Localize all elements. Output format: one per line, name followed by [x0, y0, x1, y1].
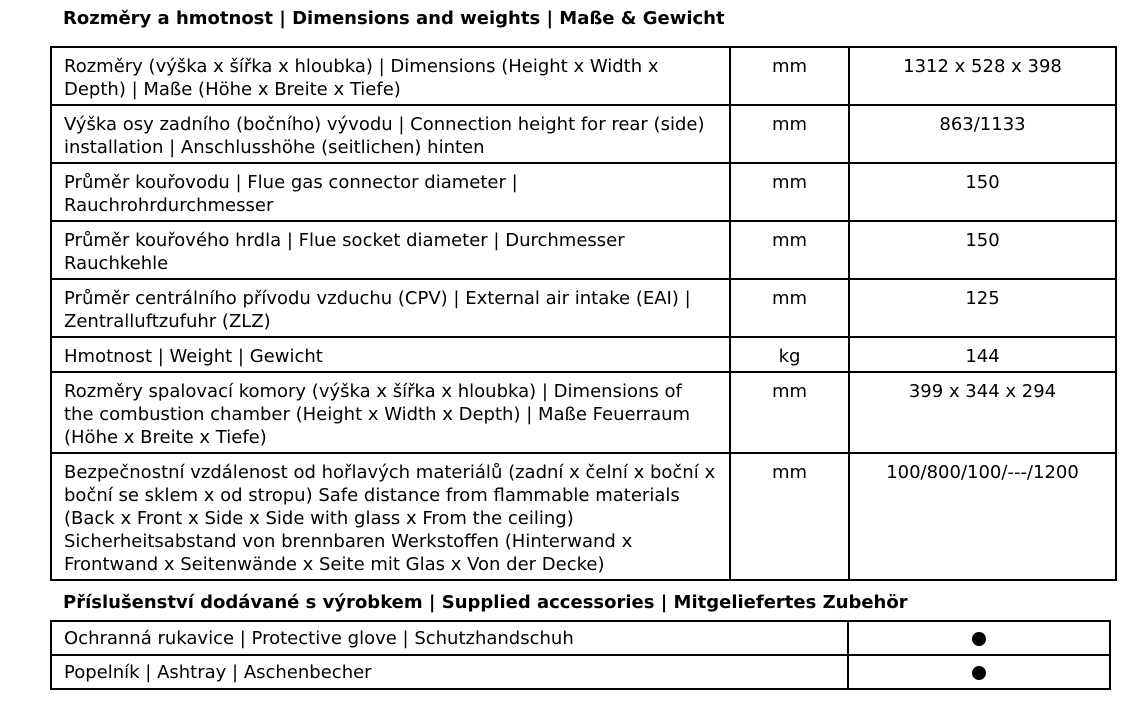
row-label: Průměr kouřového hrdla | Flue socket diameter | Durchmesser Rauchkehle — [51, 221, 730, 279]
row-value: 399 x 344 x 294 — [849, 372, 1116, 453]
row-label: Průměr centrálního přívodu vzduchu (CPV) | External air intake (EAI) | Zentralluftzufuhr (ZLZ) — [51, 279, 730, 337]
row-label: Rozměry spalovací komory (výška x šířka x hloubka) | Dimensions of the combustion chamber (Height x Width x Depth) | Maße Feuerraum (Höhe x Breite x Tiefe) — [51, 372, 730, 453]
accessory-label: Ochranná rukavice | Protective glove | Schutzhandschuh — [51, 621, 848, 655]
row-value: 1312 x 528 x 398 — [849, 47, 1116, 105]
table-row — [51, 453, 1116, 580]
row-unit: mm — [730, 163, 849, 221]
accessory-included-cell — [848, 655, 1110, 689]
dimensions-table — [50, 46, 1117, 581]
table-row — [51, 621, 1110, 655]
dimensions-heading: Rozměry a hmotnost | Dimensions and weights | Maße & Gewicht — [63, 8, 725, 29]
table-row — [51, 105, 1116, 163]
row-unit: kg — [730, 337, 849, 372]
accessories-heading: Příslušenství dodávané s výrobkem | Supplied accessories | Mitgeliefertes Zubehör — [63, 592, 908, 613]
row-unit: mm — [730, 47, 849, 105]
row-label: Rozměry (výška x šířka x hloubka) | Dimensions (Height x Width x Depth) | Maße (Höhe x Breite x Tiefe) — [51, 47, 730, 105]
row-unit: mm — [730, 279, 849, 337]
row-value: 144 — [849, 337, 1116, 372]
row-label: Výška osy zadního (bočního) vývodu | Connection height for rear (side) installation | Anschlusshöhe (seitlichen) hinten — [51, 105, 730, 163]
row-label: Bezpečnostní vzdálenost od hořlavých materiálů (zadní x čelní x boční x boční se sklem x od stropu) Safe distance from flammable materials (Back x Front x Side x Side with glass x From the ceiling) Sicherheitsabstand von brennbaren Werkstoffen (Hinterwand x Frontwand x Seitenwände x Seite mit Glas x Von der Decke) — [51, 453, 730, 580]
row-unit: mm — [730, 105, 849, 163]
row-value: 125 — [849, 279, 1116, 337]
filled-circle-icon — [972, 632, 986, 646]
accessory-included-cell — [848, 621, 1110, 655]
filled-circle-icon — [972, 666, 986, 680]
table-row — [51, 47, 1116, 105]
accessory-label: Popelník | Ashtray | Aschenbecher — [51, 655, 848, 689]
row-unit: mm — [730, 221, 849, 279]
row-label: Průměr kouřovodu | Flue gas connector diameter | Rauchrohrdurchmesser — [51, 163, 730, 221]
table-row — [51, 372, 1116, 453]
table-row — [51, 163, 1116, 221]
table-row — [51, 279, 1116, 337]
table-row — [51, 337, 1116, 372]
table-row — [51, 221, 1116, 279]
row-unit: mm — [730, 372, 849, 453]
row-value: 150 — [849, 221, 1116, 279]
table-row — [51, 655, 1110, 689]
row-value: 100/800/100/---/1200 — [849, 453, 1116, 580]
row-label: Hmotnost | Weight | Gewicht — [51, 337, 730, 372]
row-unit: mm — [730, 453, 849, 580]
row-value: 863/1133 — [849, 105, 1116, 163]
accessories-table — [50, 620, 1111, 690]
row-value: 150 — [849, 163, 1116, 221]
